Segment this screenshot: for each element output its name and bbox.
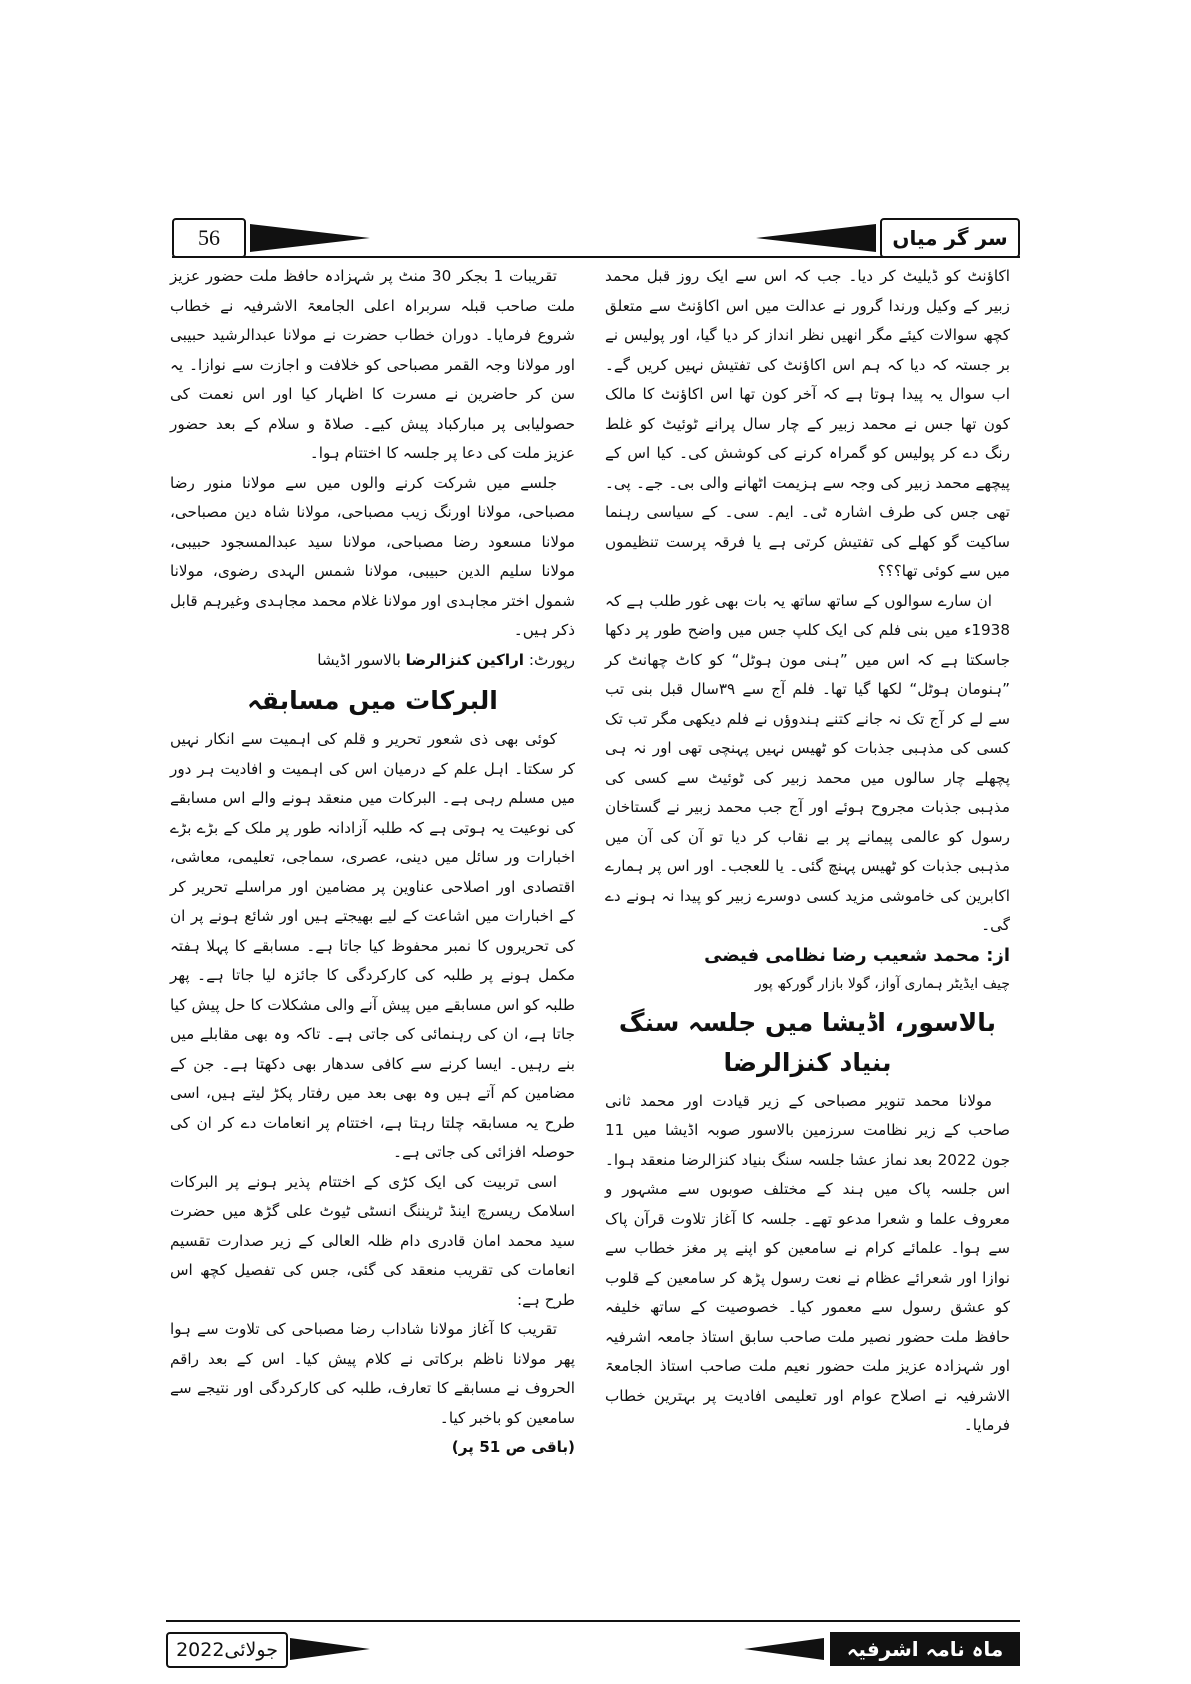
report-author: اراکین کنزالرضا (405, 650, 525, 669)
article-paragraph: کوئی بھی ذی شعور تحریر و قلم کی اہمیت سے انکار نہیں کر سکتا۔ اہل علم کے درمیان اس کی اہمیت و افادیت ہر دور میں مسلم رہی ہے۔ البرکات میں منعقد ہونے والے اس مسابقے کی نوعیت یہ ہوتی ہے کہ طلبہ آزادانہ طور پر ملک کے بڑے بڑے اخبارات ور سائل میں دینی، عصری، سماجی، تعلیمی، معاشی، اقتصادی اور اصلاحی عناوین پر مضامین اور مراسلے تحریر کر کے اخبارات میں اشاعت کے لیے بھیجتے ہیں اور شائع ہونے پر ان کی تحریروں کا نمبر محفوظ کیا جاتا ہے۔ مسابقے کا پہلا ہفتہ مکمل ہونے پر طلبہ کی کارکردگی کا جائزہ لیا جاتا ہے۔ پھر طلبہ کو اس مسابقے میں پیش آنے والی مشکلات کا حل پیش کیا جاتا ہے، ان کی رہنمائی کی جاتی ہے۔ تاکہ وہ بھی مقابلے میں بنے رہیں۔ ایسا کرنے سے کافی سدھار بھی دکھتا ہے۔ جن کے مضامین کم آتے ہیں وہ بھی بعد میں رفتار پکڑ لیتے ہیں، اسی طرح یہ مسابقہ چلتا رہتا ہے، اختتام پر انعامات دے کر ان کی حوصلہ افزائی کی جاتی ہے۔ (170, 730, 575, 1161)
issue-date: جولائی2022 (166, 1632, 288, 1668)
right-column (605, 262, 1010, 1441)
magazine-name: ماہ نامہ اشرفیہ (830, 1632, 1020, 1666)
article-heading: بالاسور، اڈیشا میں جلسہ سنگ بنیاد کنزالرضا (618, 1007, 997, 1077)
report-label: رپورٹ: (528, 650, 575, 669)
header-rule (172, 256, 1020, 258)
page-header (172, 218, 1020, 258)
report-credit (170, 646, 575, 676)
article-paragraph: اکاؤنٹ کو ڈیلیٹ کر دیا۔ جب کہ اس سے ایک روز قبل محمد زبیر کے وکیل ورندا گرور نے عدالت میں اس اکاؤنٹ سے متعلق کچھ سوالات کیئے مگر انھیں نظر انداز کر دیا گیا، اور پولیس نے بر جستہ کہ دیا کہ ہم اس اکاؤنٹ کی تفتیش نہیں کریں گے۔ اب سوال یہ پیدا ہوتا ہے کہ آخر کون تھا اس اکاؤنٹ کا مالک کون تھا جس نے محمد زبیر کے چار سال پرانے ٹوئیٹ کو غلط رنگ دے کر پولیس کو گمراہ کرنے کی کوشش کی۔ کیا اس کے پیچھے محمد زبیر کی وجہ سے ہزیمت اٹھانے والی بی۔ جے۔ پی۔ تھی جس کی طرف اشارہ ٹی۔ ایم۔ سی۔ کے سیاسی رہنما ساکیت گو کھلے کی تفتیش کرتی ہے یا فرقہ پرست تنظیموں میں سے کوئی تھا؟؟؟ (605, 267, 1010, 580)
header-left-ornament (250, 224, 370, 252)
author-designation: چیف ایڈیٹر ہماری آواز، گولا بازار گورکھ پور (754, 975, 1010, 992)
left-column (170, 262, 575, 1463)
article-paragraph: اسی تربیت کی ایک کڑی کے اختتام پذیر ہونے پر البرکات اسلامک ریسرچ اینڈ ٹریننگ انسٹی ٹیوٹ علی گڑھ میں حضرت سید محمد امان قادری دام ظلہ العالی کے زیر صدارت تقسیم انعامات کی تقریب منعقد کی گئی، جس کی تفصیل کچھ اس طرح ہے: (170, 1172, 575, 1309)
footer-left-ornament (290, 1638, 370, 1660)
header-right-ornament (756, 224, 876, 252)
footer-right-ornament (744, 1638, 824, 1660)
page-footer (166, 1618, 1020, 1668)
article-paragraph: ان سارے سوالوں کے ساتھ ساتھ یہ بات بھی غور طلب ہے کہ 1938ء میں بنی فلم کی ایک کلپ جس میں واضح طور پر دکھا جاسکتا ہے کہ اس میں ”ہنی مون ہوٹل“ کو کاٹ چھانٹ کر ”ہنومان ہوٹل“ لکھا گیا تھا۔ فلم آج سے ۳۹سال قبل بنی تب سے لے کر آج تک نہ جانے کتنے ہندوؤں نے فلم دیکھی مگر تب تک کسی کی مذہبی جذبات کو ٹھیس نہیں پہنچی تھی اور نہ ہی پچھلے چار سالوں میں محمد زبیر کی ٹوئیٹ سے کسی کی مذہبی جذبات مجروح ہوئے اور آج جب محمد زبیر نے گستاخان رسول کو عالمی پیمانے پر بے نقاب کر دیا تو آن کی آن میں مذہبی جذبات کو ٹھیس پہنچ گئی۔ یا للعجب۔ اور اس پر ہمارے اکابرین کی خاموشی مزید کسی دوسرے زبیر کو پیدا نہ ہونے دے گی۔ (605, 591, 1010, 934)
footer-rule (166, 1620, 1020, 1622)
page-number: 56 (172, 218, 246, 258)
article-paragraph: جلسے میں شرکت کرنے والوں میں سے مولانا منور رضا مصباحی، مولانا اورنگ زیب مصباحی، مولانا شاہ دین مصباحی، مولانا مسعود رضا مصباحی، مولانا سید عبدالمسجود حبیبی، مولانا سلیم الدین حبیبی، مولانا شمس الہدی رضوی، مولانا شمول اختر مجاہدی اور مولانا غلام محمد مجاہدی وغیرہم قابل ذکر ہیں۔ (170, 473, 575, 639)
author-byline: از: محمد شعیب رضا نظامی فیضی (704, 944, 1010, 966)
article-heading: البرکات میں مسابقہ (247, 686, 498, 715)
continued-note: (باقی ص 51 پر) (451, 1438, 575, 1456)
report-place: بالاسور اڈیشا (317, 650, 401, 669)
article-paragraph: مولانا محمد تنویر مصباحی کے زیر قیادت اور محمد ثانی صاحب کے زیر نظامت سرزمین بالاسور صوبہ اڈیشا میں 11 جون 2022 بعد نماز عشا جلسہ سنگ بنیاد کنزالرضا منعقد ہوا۔ اس جلسہ پاک میں ہند کے مختلف صوبوں سے مشہور و معروف علما و شعرا مدعو تھے۔ جلسہ کا آغاز تلاوت قرآن پاک سے ہوا۔ علمائے کرام نے سامعین کو اپنے پر مغز خطاب سے نوازا اور شعرائے عظام نے نعت رسول پڑھ کر سامعین کے قلوب کو عشق رسول سے معمور کیا۔ خصوصیت کے ساتھ خلیفہ حافظ ملت حضور نصیر ملت صاحب سابق استاذ جامعہ اشرفیہ اور شہزادہ عزیز ملت حضور نعیم ملت صاحب استاذ الجامعۃ الاشرفیہ نے اصلاح عوام اور تعلیمی افادیت پر بہترین خطاب فرمایا۔ (605, 1091, 1010, 1434)
article-paragraph: تقریبات 1 بجکر 30 منٹ پر شہزادہ حافظ ملت حضور عزیز ملت صاحب قبلہ سربراہ اعلی الجامعۃ الاشرفیہ نے خطاب شروع فرمایا۔ دوران خطاب حضرت نے مولانا عبدالرشید حبیبی اور مولانا وجہ القمر مصباحی کو خلافت و اجازت سے نوازا۔ یہ سن کر حاضرین نے مسرت کا اظہار کیا اور اس نعمت کی حصولیابی پر مبارکباد پیش کیے۔ صلاۃ و سلام کے بعد حضور عزیز ملت کی دعا پر جلسہ کا اختتام ہوا۔ (170, 267, 575, 462)
article-paragraph: تقریب کا آغاز مولانا شاداب رضا مصباحی کی تلاوت سے ہوا پھر مولانا ناظم برکاتی نے کلام پیش کیا۔ اس کے بعد راقم الحروف نے مسابقے کا تعارف، طلبہ کی کارکردگی اور نتیجے سے سامعین کو باخبر کیا۔ (170, 1320, 575, 1427)
section-title: سر گر میاں (880, 218, 1020, 258)
